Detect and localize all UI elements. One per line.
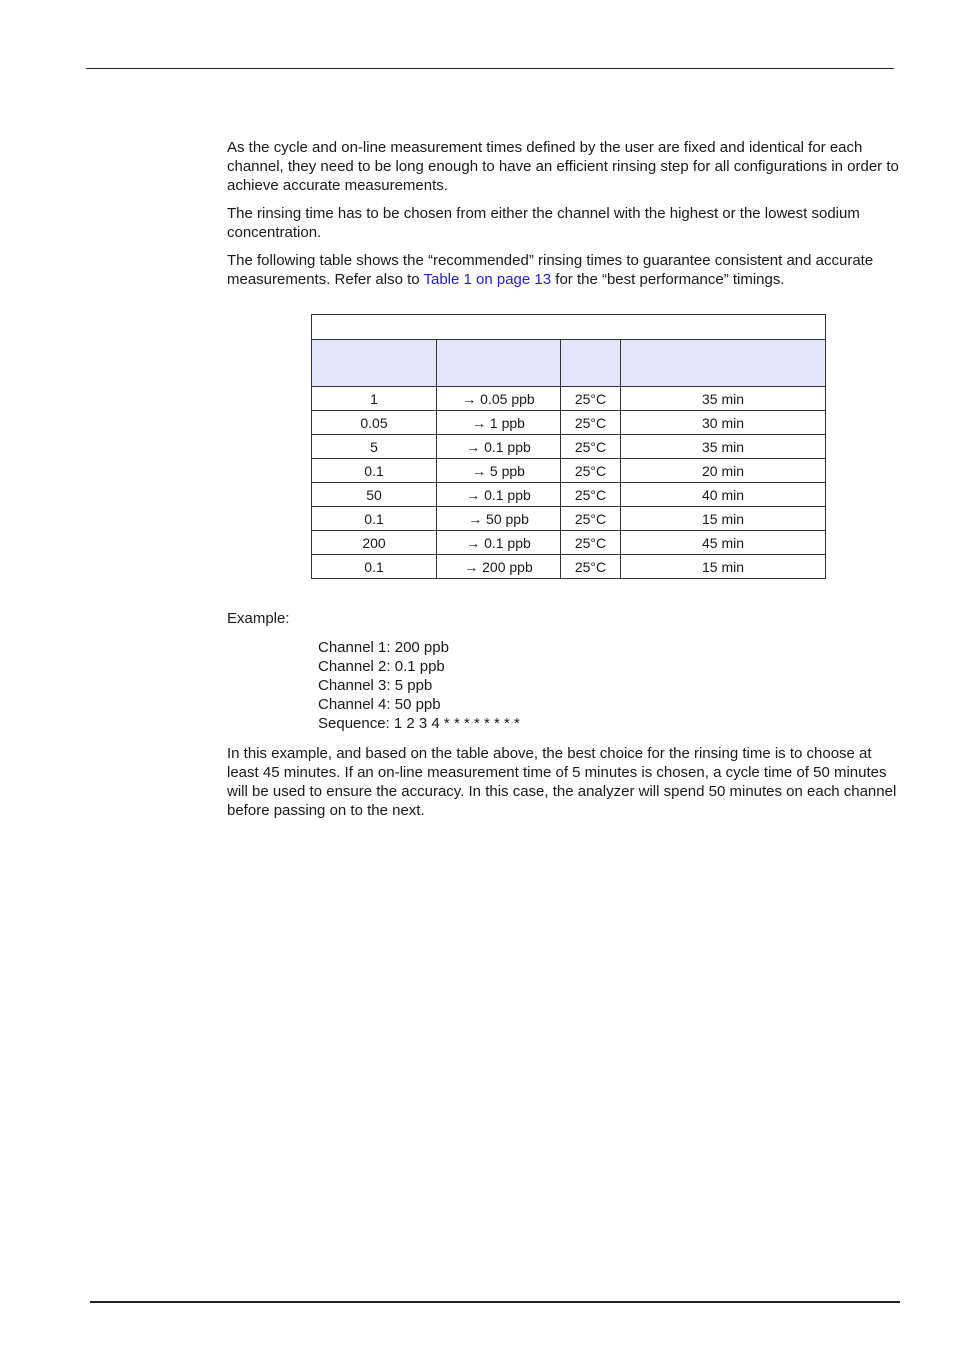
- cell-temperature: 25°C: [561, 459, 621, 483]
- intro-paragraph-1: As the cycle and on-line measurement times defined by the user are fixed and identical for each channel, they need to be long enough to have an efficient rinsing step for all configurations in order to achieve accurate measurements.: [227, 139, 899, 194]
- intro-paragraph-3-start: The following table shows the “recommended” rinsing times to guarantee consistent and accurate measurements. Refer also to: [227, 252, 874, 288]
- table-row: [312, 459, 826, 483]
- table-row: [312, 387, 826, 411]
- intro-paragraph-3: [227, 251, 907, 289]
- cell-to: → 200 ppb: [437, 555, 561, 579]
- example-line-channel-4: Channel 4: 50 ppb: [318, 696, 441, 713]
- cell-from: 5: [312, 435, 437, 459]
- table-caption-cell: [312, 315, 826, 340]
- table-body: [312, 387, 826, 579]
- cell-from: 0.1: [312, 459, 437, 483]
- footer-rule: [90, 1301, 900, 1303]
- table-1-link[interactable]: Table 1 on page 13: [423, 271, 552, 288]
- cell-to: → 0.1 ppb: [437, 435, 561, 459]
- cell-time: 15 min: [621, 555, 826, 579]
- cell-time: 20 min: [621, 459, 826, 483]
- table-row: [312, 555, 826, 579]
- cell-from: 0.1: [312, 555, 437, 579]
- header-cell-time: [621, 340, 826, 387]
- cell-time: 30 min: [621, 411, 826, 435]
- cell-time: 35 min: [621, 387, 826, 411]
- cell-time: 15 min: [621, 507, 826, 531]
- cell-to: → 50 ppb: [437, 507, 561, 531]
- cell-temperature: 25°C: [561, 531, 621, 555]
- cell-temperature: 25°C: [561, 483, 621, 507]
- header-cell-to: [437, 340, 561, 387]
- cell-time: 35 min: [621, 435, 826, 459]
- intro-paragraph-3-end: for the “best performance” timings.: [551, 271, 785, 288]
- table-row: [312, 411, 826, 435]
- cell-temperature: 25°C: [561, 555, 621, 579]
- table-row: [312, 483, 826, 507]
- header-cell-from: [312, 340, 437, 387]
- cell-temperature: 25°C: [561, 435, 621, 459]
- header-cell-temperature: [561, 340, 621, 387]
- table-row: [312, 531, 826, 555]
- table-row: [312, 507, 826, 531]
- header-rule: [86, 68, 894, 69]
- cell-to: → 1 ppb: [437, 411, 561, 435]
- example-line-channel-3: Channel 3: 5 ppb: [318, 677, 433, 694]
- cell-time: 45 min: [621, 531, 826, 555]
- table-caption-row: [312, 315, 826, 340]
- example-line-sequence: Sequence: 1 2 3 4 * * * * * * * *: [318, 715, 520, 732]
- cell-temperature: 25°C: [561, 411, 621, 435]
- cell-from: 0.1: [312, 507, 437, 531]
- intro-paragraph-2: The rinsing time has to be chosen from either the channel with the highest or the lowest sodium concentration.: [227, 205, 860, 241]
- example-label: Example:: [227, 610, 290, 627]
- cell-from: 50: [312, 483, 437, 507]
- example-line-channel-1: Channel 1: 200 ppb: [318, 639, 449, 656]
- cell-from: 1: [312, 387, 437, 411]
- table-header-row: [312, 340, 826, 387]
- cell-temperature: 25°C: [561, 387, 621, 411]
- cell-to: → 5 ppb: [437, 459, 561, 483]
- rinsing-times-table: [311, 314, 826, 579]
- example-list: [318, 638, 520, 733]
- intro-text: [227, 138, 907, 289]
- cell-time: 40 min: [621, 483, 826, 507]
- cell-from: 0.05: [312, 411, 437, 435]
- cell-to: → 0.05 ppb: [437, 387, 561, 411]
- cell-to: → 0.1 ppb: [437, 531, 561, 555]
- cell-temperature: 25°C: [561, 507, 621, 531]
- closing-paragraph: In this example, and based on the table above, the best choice for the rinsing time is to choose at least 45 minutes. If an on-line measurement time of 5 minutes is chosen, a cycle time of 50 minutes will be used to ensure the accuracy. In this case, the analyzer will spend 50 minutes on each channel before passing on to the next.: [227, 745, 897, 819]
- cell-from: 200: [312, 531, 437, 555]
- cell-to: → 0.1 ppb: [437, 483, 561, 507]
- table-row: [312, 435, 826, 459]
- example-line-channel-2: Channel 2: 0.1 ppb: [318, 658, 445, 675]
